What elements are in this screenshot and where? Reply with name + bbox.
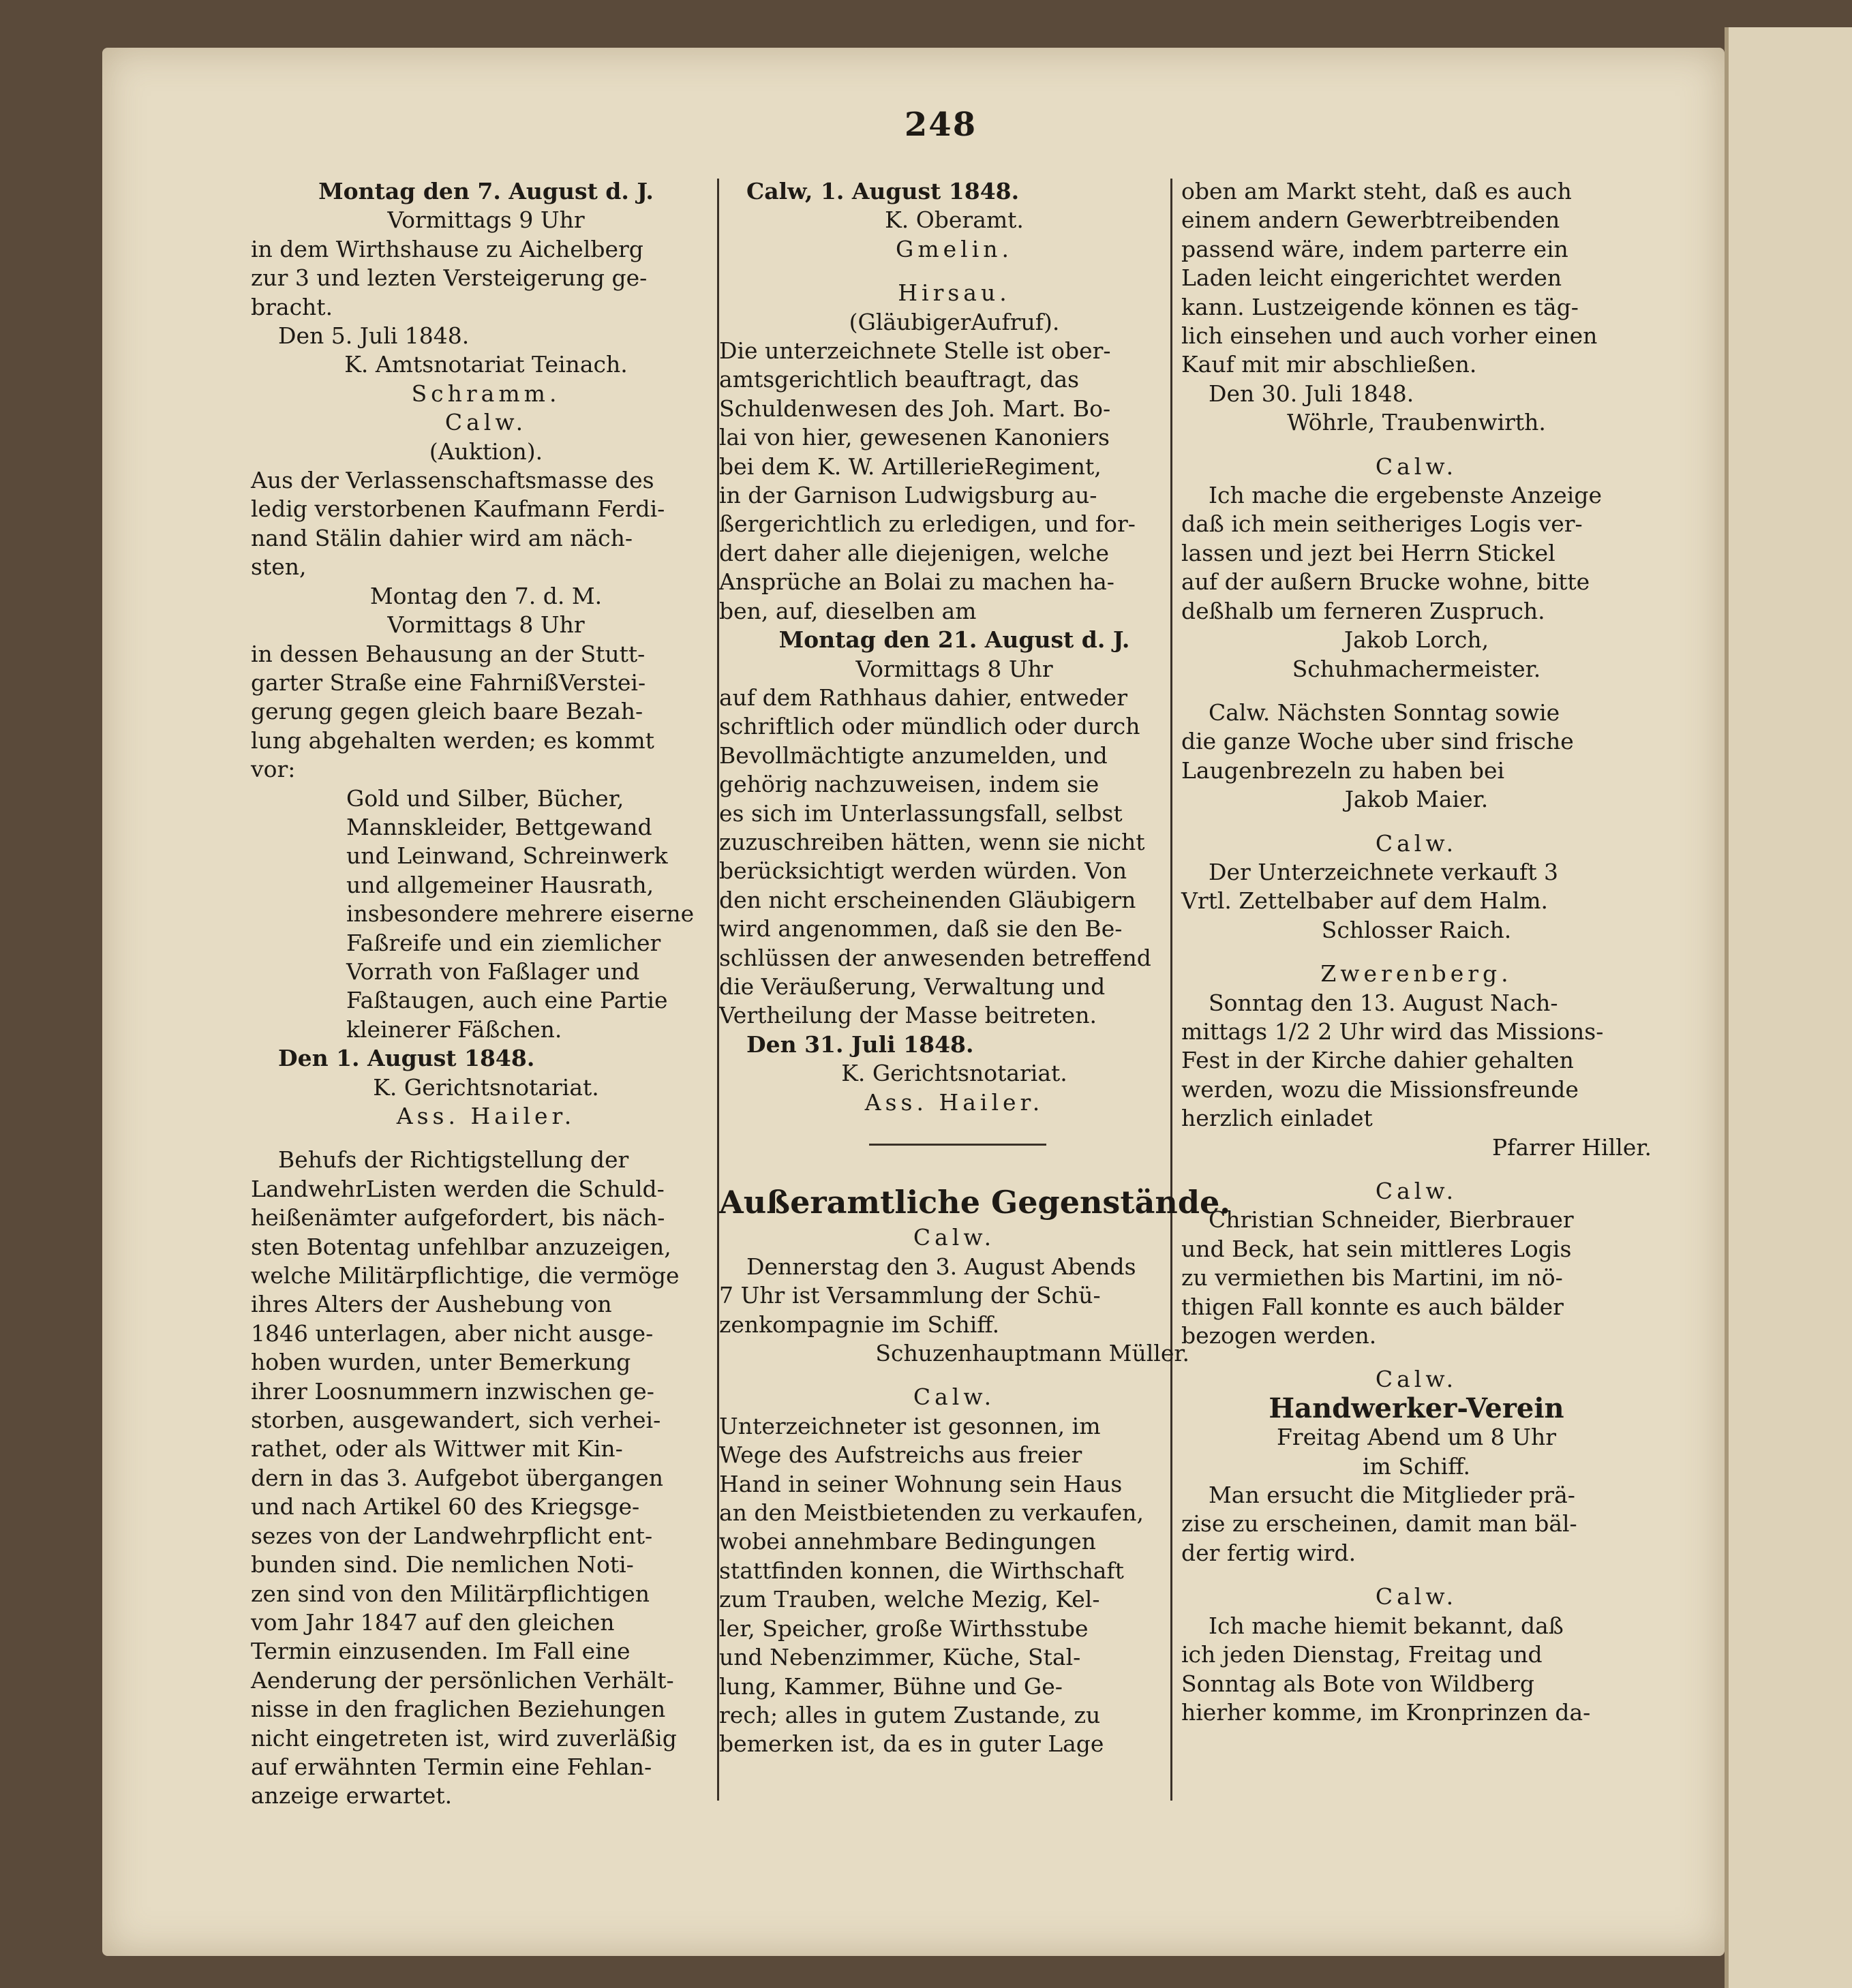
text-line: Laugenbrezeln zu haben bei (1181, 756, 1505, 784)
text-line: Schlosser Raich. (1321, 916, 1512, 943)
text-line: Bevollmächtigte anzumelden, und (719, 741, 1108, 769)
text-line: auf der außern Brucke wohne, bitte (1181, 568, 1590, 596)
text-line: Ich mache hiemit bekannt, daß (1209, 1612, 1564, 1639)
text-line: Schuldenwesen des Joh. Mart. Bo- (719, 395, 1111, 422)
text-line: Der Unterzeichnete verkauft 3 (1209, 858, 1558, 885)
text-line: sten Botentag unfehlbar anzuzeigen, (251, 1233, 671, 1260)
text-line: ihrer Loosnummern inzwischen ge- (251, 1377, 654, 1405)
text-line: kleinerer Fäßchen. (346, 1015, 562, 1043)
text-line: auf erwähnten Termin eine Fehlan- (251, 1753, 652, 1780)
text-line: ler, Speicher, große Wirthsstube (719, 1615, 1089, 1642)
text-line: Calw. (1375, 1178, 1458, 1204)
text-line: 7 Uhr ist Versammlung der Schü- (719, 1282, 1101, 1309)
text-line: sten, (251, 553, 307, 581)
text-line: zenkompagnie im Schiff. (719, 1311, 1000, 1338)
text-line: lung, Kammer, Bühne und Ge- (719, 1672, 1063, 1700)
text-line: Den 31. Juli 1848. (746, 1030, 974, 1058)
text-line: bracht. (251, 293, 333, 320)
text-line: bei dem K. W. ArtillerieRegiment, (719, 453, 1102, 480)
text-line: Calw. (1375, 453, 1458, 480)
text-line: ich jeden Dienstag, Freitag und (1181, 1641, 1543, 1668)
heading-handwerker-verein: Handwerker-Verein (1269, 1392, 1564, 1424)
text-line: vom Jahr 1847 auf den gleichen (251, 1608, 615, 1636)
text-line: Fest in der Kirche dahier gehalten (1181, 1047, 1574, 1074)
text-line: rathet, oder als Wittwer mit Kin- (251, 1435, 623, 1463)
text-line: Calw. Nächsten Sonntag sowie (1209, 699, 1560, 726)
text-line: daß ich mein seitheriges Logis ver- (1181, 510, 1583, 538)
text-line: Man ersucht die Mitglieder prä- (1209, 1482, 1575, 1509)
text-line: K. Oberamt. (885, 207, 1024, 234)
text-line: K. Gerichtsnotariat. (841, 1060, 1067, 1087)
text-line: Laden leicht eingerichtet werden (1181, 264, 1562, 292)
facing-page-edge (1725, 27, 1852, 1988)
text-line: welche Militärpflichtige, die vermöge (251, 1262, 680, 1289)
text-line: zur 3 und lezten Versteigerung ge- (251, 264, 648, 292)
text-line: vor: (251, 756, 296, 783)
text-line: garter Straße eine FahrnißVerstei- (251, 669, 646, 696)
text-line: zen sind von den Militärpflichtigen (251, 1580, 650, 1607)
text-line: Vertheilung der Masse beitreten. (719, 1002, 1097, 1029)
text-line: insbesondere mehrere eiserne (346, 900, 695, 928)
text-line: anzeige erwartet. (251, 1782, 453, 1809)
text-line: berücksichtigt werden würden. Von (719, 857, 1127, 885)
text-line: Ass. Hailer. (396, 1103, 576, 1129)
text-line: Pfarrer Hiller. (1491, 1133, 1652, 1161)
text-line: 1846 unterlagen, aber nicht ausge- (251, 1319, 654, 1347)
text-line: Aus der Verlassenschaftsmasse des (251, 467, 654, 494)
text-line: storben, ausgewandert, sich verhei- (251, 1407, 661, 1434)
text-line: Gold und Silber, Bücher, (346, 784, 624, 812)
text-line: lich einsehen und auch vorher einen (1181, 322, 1598, 350)
text-line: K. Gerichtsnotariat. (373, 1073, 599, 1101)
text-line: thigen Fall konnte es auch bälder (1181, 1293, 1564, 1320)
text-line: ihres Alters der Aushebung von (251, 1291, 612, 1318)
text-line: wird angenommen, daß sie den Be- (719, 915, 1123, 943)
text-line: Ass. Hailer. (864, 1088, 1044, 1116)
text-line: ledig verstorbenen Kaufmann Ferdi- (251, 495, 665, 523)
column-1 (251, 177, 721, 1811)
text-line: und Leinwand, Schreinwerk (346, 842, 668, 870)
text-line: (Auktion). (429, 438, 543, 465)
text-line: stattfinden konnen, die Wirthschaft (719, 1557, 1124, 1584)
text-line: Dennerstag den 3. August Abends (746, 1253, 1136, 1280)
text-line: Calw. (1375, 1366, 1458, 1393)
text-line: gehörig nachzuweisen, indem sie (719, 771, 1099, 798)
text-line: und allgemeiner Hausrath, (346, 871, 654, 898)
text-line: Vormittags 8 Uhr (387, 611, 585, 639)
column-3 (1181, 177, 1652, 1727)
text-line: in dessen Behausung an der Stutt- (251, 640, 646, 667)
text-line: Calw. (444, 409, 528, 436)
text-line: Zwerenberg. (1320, 960, 1513, 988)
text-line: rech; alles in gutem Zustande, zu (719, 1701, 1101, 1728)
text-line: auf dem Rathhaus dahier, entweder (719, 684, 1127, 711)
text-line: einem andern Gewerbtreibenden (1181, 207, 1560, 234)
text-line: wobei annehmbare Bedingungen (719, 1528, 1096, 1555)
text-line: lai von hier, gewesenen Kanoniers (719, 424, 1110, 451)
text-line: Den 30. Juli 1848. (1209, 380, 1414, 407)
text-line: Calw, 1. August 1848. (746, 178, 1020, 204)
text-line: nisse in den fraglichen Beziehungen (251, 1696, 666, 1723)
text-line: an den Meistbietenden zu verkaufen, (719, 1499, 1144, 1527)
text-line: gerung gegen gleich baare Bezah- (251, 698, 643, 725)
text-line: in der Garnison Ludwigsburg au- (719, 482, 1097, 509)
text-line: Faßtaugen, auch eine Partie (346, 987, 668, 1014)
text-line: es sich im Unterlassungsfall, selbst (719, 799, 1123, 827)
text-line: Montag den 21. August d. J. (778, 626, 1130, 654)
text-line: nicht eingetreten ist, wird zuverläßig (251, 1724, 677, 1752)
text-line: Montag den 7. August d. J. (318, 178, 654, 204)
text-line: bemerken ist, da es in guter Lage (719, 1730, 1104, 1758)
section-heading: Außeramtliche Gegenstände. (719, 1184, 1231, 1221)
text-line: Ich mache die ergebenste Anzeige (1209, 482, 1602, 509)
text-line: Unterzeichneter ist gesonnen, im (719, 1412, 1101, 1439)
text-line: die ganze Woche uber sind frische (1181, 728, 1574, 755)
text-line: Calw. (1375, 829, 1458, 857)
text-line: K. Amtsnotariat Teinach. (344, 351, 628, 378)
text-line: hierher komme, im Kronprinzen da- (1181, 1698, 1591, 1726)
text-line: Mannskleider, Bettgewand (346, 813, 652, 840)
page-number: 248 (904, 106, 977, 144)
text-line: die Veräußerung, Verwaltung und (719, 973, 1106, 1000)
text-line: Hirsau. (898, 279, 1011, 307)
text-line: Wöhrle, Traubenwirth. (1287, 409, 1546, 436)
text-line: herzlich einladet (1181, 1105, 1373, 1132)
text-line: Den 5. Juli 1848. (278, 322, 470, 350)
text-line: Den 1. August 1848. (278, 1045, 535, 1072)
text-line: Sonntag als Bote von Wildberg (1181, 1670, 1534, 1697)
text-line: dert daher alle diejenigen, welche (719, 539, 1110, 566)
text-line: Schramm. (411, 380, 561, 407)
text-line: Aenderung der persönlichen Verhält- (251, 1666, 674, 1694)
text-line: bezogen werden. (1181, 1322, 1377, 1349)
text-line: Schuzenhauptmann Müller. (875, 1340, 1189, 1367)
text-line: zum Trauben, welche Mezig, Kel- (719, 1586, 1100, 1613)
text-line: ßergerichtlich zu erledigen, und for- (719, 510, 1136, 538)
text-line: oben am Markt steht, daß es auch (1181, 178, 1572, 204)
text-line: Vrtl. Zettelbaber auf dem Halm. (1181, 887, 1549, 915)
text-line: Faßreife und ein ziemlicher (346, 929, 661, 956)
text-line: Calw. (913, 1383, 996, 1411)
text-line: Ansprüche an Bolai zu machen ha- (719, 568, 1114, 596)
text-line: schlüssen der anwesenden betreffend (719, 944, 1151, 971)
text-line: im Schiff. (1363, 1452, 1470, 1480)
text-line: lassen und jezt bei Herrn Stickel (1181, 539, 1555, 566)
text-line: zu vermiethen bis Martini, im nö- (1181, 1264, 1563, 1291)
text-line: mittags 1/2 2 Uhr wird das Missions- (1181, 1018, 1604, 1045)
text-line: zuzuschreiben hätten, wenn sie nicht (719, 828, 1145, 855)
text-line: passend wäre, indem parterre ein (1181, 235, 1568, 262)
text-line: Wege des Aufstreichs aus freier (719, 1441, 1082, 1469)
text-line: werden, wozu die Missionsfreunde (1181, 1075, 1579, 1103)
text-line: Jakob Maier. (1344, 786, 1489, 813)
text-line: dern in das 3. Aufgebot übergangen (251, 1464, 664, 1491)
text-line: der fertig wird. (1181, 1539, 1356, 1566)
text-line: den nicht erscheinenden Gläubigern (719, 886, 1136, 913)
text-line: Termin einzusenden. Im Fall eine (251, 1638, 631, 1665)
text-line: hoben wurden, unter Bemerkung (251, 1349, 631, 1376)
text-line: Vormittags 8 Uhr (855, 655, 1053, 682)
text-line: (GläubigerAufruf). (849, 308, 1060, 335)
text-line: amtsgerichtlich beauftragt, das (719, 366, 1080, 393)
text-line: nand Stälin dahier wird am näch- (251, 524, 633, 551)
text-line: Hand in seiner Wohnung sein Haus (719, 1470, 1123, 1497)
text-line: Calw. (1375, 1583, 1458, 1610)
text-line: deßhalb um ferneren Zuspruch. (1181, 597, 1545, 624)
text-line: ben, auf, dieselben am (719, 597, 977, 624)
text-line: Die unterzeichnete Stelle ist ober- (719, 337, 1111, 365)
text-line: lung abgehalten werden; es kommt (251, 727, 654, 754)
text-line: zise zu erscheinen, damit man bäl- (1181, 1510, 1577, 1538)
text-line: kann. Lustzeigende können es täg- (1181, 293, 1579, 320)
text-line: Christian Schneider, Bierbrauer (1209, 1206, 1574, 1234)
text-line: Schuhmachermeister. (1292, 655, 1541, 682)
text-line: Vormittags 9 Uhr (387, 207, 585, 234)
text-line: Montag den 7. d. M. (369, 582, 603, 609)
text-line: LandwehrListen werden die Schuld- (251, 1175, 665, 1202)
text-line: in dem Wirthshause zu Aichelberg (251, 235, 643, 262)
text-line: schriftlich oder mündlich oder durch (719, 713, 1140, 740)
text-line: Jakob Lorch, (1344, 626, 1489, 654)
text-line: Freitag Abend um 8 Uhr (1276, 1424, 1557, 1451)
text-line: Gmelin. (895, 235, 1014, 262)
text-line: und nach Artikel 60 des Kriegsge- (251, 1493, 640, 1520)
text-line: sezes von der Landwehrpflicht ent- (251, 1522, 653, 1549)
column-2 (719, 177, 1231, 1759)
text-line: und Nebenzimmer, Küche, Stal- (719, 1644, 1081, 1671)
text-line: Vorrath von Faßlager und (346, 958, 640, 985)
text-line: bunden sind. Die nemlichen Noti- (251, 1551, 634, 1578)
text-line: und Beck, hat sein mittleres Logis (1181, 1235, 1572, 1262)
text-line: Sonntag den 13. August Nach- (1209, 989, 1558, 1016)
text-line: Calw. (913, 1224, 996, 1251)
text-line: Behufs der Richtigstellung der (278, 1146, 629, 1174)
text-line: Kauf mit mir abschließen. (1181, 351, 1477, 378)
text-line: heißenämter aufgefordert, bis näch- (251, 1204, 665, 1232)
